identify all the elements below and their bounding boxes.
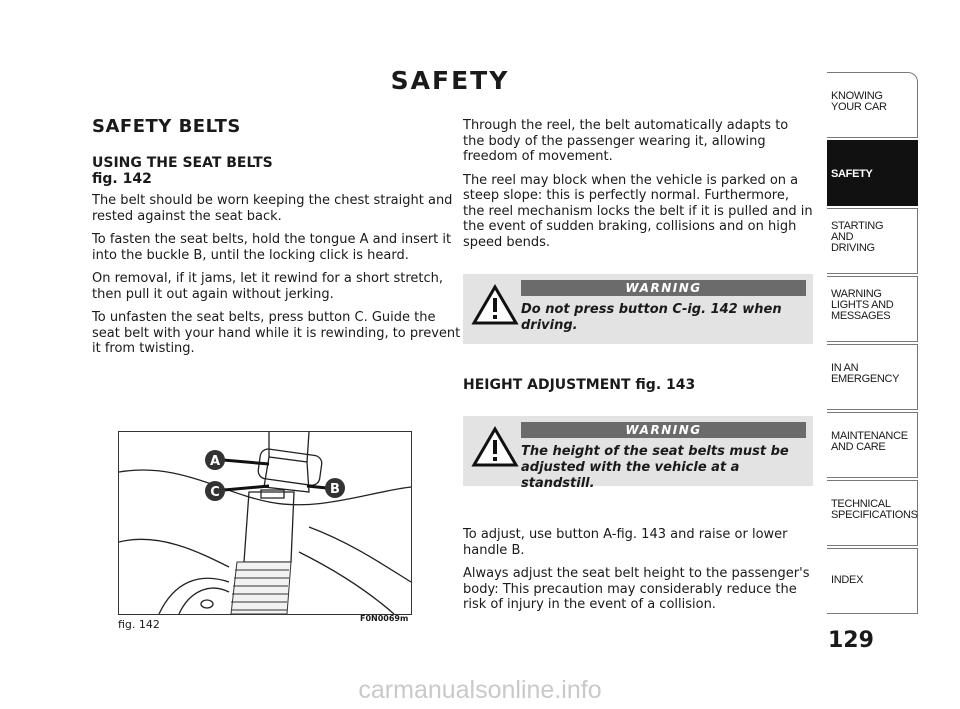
seat-belt-buckle-illustration [119, 432, 411, 614]
paragraph: To unfasten the seat belts, press button C. Guide the seat belt with your hand while it is rewinding, to prevent it from twisting. [92, 310, 461, 356]
right-column [463, 118, 813, 258]
nav-tab-warning-lights[interactable] [827, 276, 918, 342]
nav-tab-label: IN AN EMERGENCY [831, 362, 900, 385]
nav-tab-label: TECHNICAL SPECIFICATIONS [831, 498, 918, 521]
warning-text: The height of the seat belts must be adjusted with the vehicle at a standstill. [521, 444, 789, 491]
paragraph: To fasten the seat belts, hold the tongue A and insert it into the buckle B, until the locking click is heard. [92, 232, 452, 263]
subheading-figref: fig. 142 [92, 171, 152, 187]
watermark: carmanualsonline.info [358, 676, 602, 704]
nav-tab-index[interactable] [827, 548, 918, 614]
nav-tab-label: WARNING LIGHTS AND MESSAGES [831, 288, 894, 322]
nav-tab-label: SAFETY [831, 168, 873, 180]
nav-tab-starting-and-driving[interactable] [827, 208, 918, 274]
subheading: USING THE SEAT BELTS [92, 155, 273, 171]
nav-tab-in-an-emergency[interactable] [827, 344, 918, 410]
paragraph: Through the reel, the belt automatically adapts to the body of the passenger wearing it, allowing freedom of movement. [463, 118, 789, 164]
paragraph: Always adjust the seat belt height to the passenger's body: This precaution may considerably reduce the risk of injury in the event of a collision. [463, 566, 810, 612]
nav-tab-label: MAINTENANCE AND CARE [831, 430, 908, 453]
warning-label: WARNING [521, 422, 806, 438]
warning-box [463, 274, 813, 344]
callout-c: C [210, 485, 220, 500]
nav-tab-label: KNOWING YOUR CAR [831, 90, 887, 113]
nav-tab-maintenance-and-care[interactable] [827, 412, 918, 478]
figure-seat-belt-illustration [118, 431, 412, 615]
paragraph: On removal, if it jams, let it rewind for a short stretch, then pull it out again without jerking. [92, 271, 444, 302]
page-number: 129 [828, 628, 874, 653]
warning-text: Do not press button C-ig. 142 when driving. [521, 302, 782, 333]
warning-triangle-icon [471, 284, 519, 326]
nav-tab-knowing-your-car[interactable] [827, 72, 918, 138]
paragraph: The reel may block when the vehicle is parked on a steep slope: this is perfectly normal. Furthermore, the reel mechanism locks the belt if it is pulled and in the event of sudden braking, collisions and on high speed bends. [463, 172, 813, 250]
right-column-bottom [463, 527, 813, 621]
warning-label: WARNING [521, 280, 806, 296]
nav-tab-technical-specifications[interactable] [827, 480, 918, 546]
figure-caption: fig. 142 [118, 618, 160, 631]
section-title: SAFETY BELTS [92, 116, 241, 137]
paragraph: To adjust, use button A-fig. 143 and raise or lower handle B. [463, 527, 788, 558]
nav-tab-safety[interactable] [827, 140, 918, 206]
paragraph: The belt should be worn keeping the chest straight and rested against the seat back. [92, 193, 453, 224]
left-column [92, 116, 462, 365]
nav-tab-label: INDEX [831, 574, 864, 586]
height-adjustment-heading: HEIGHT ADJUSTMENT fig. 143 [463, 377, 696, 393]
page-title: SAFETY [390, 66, 510, 95]
callout-b: B [330, 482, 340, 497]
warning-triangle-icon [471, 426, 519, 468]
warning-box [463, 416, 813, 491]
callout-a: A [209, 454, 221, 469]
figure-code: F0N0069m [360, 614, 409, 623]
nav-tab-label: STARTING AND DRIVING [831, 220, 884, 254]
